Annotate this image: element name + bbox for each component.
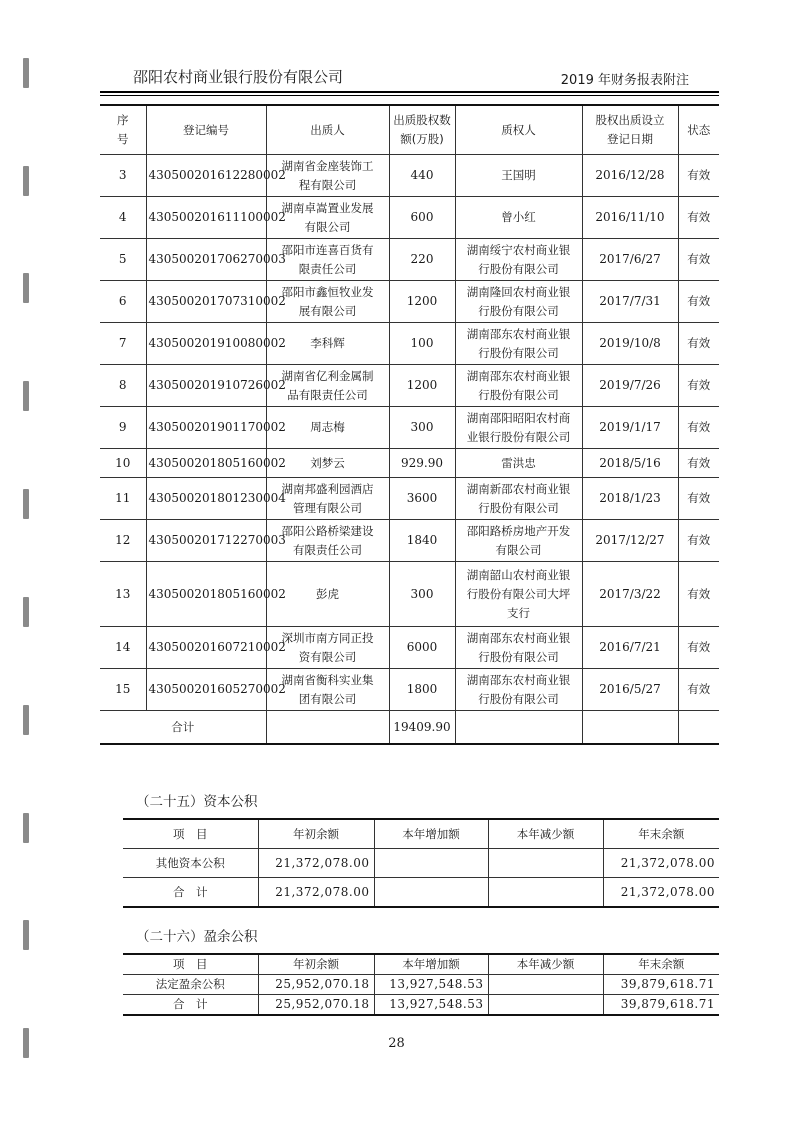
binder-mark [23,166,29,196]
table-row [100,155,719,197]
header-rule [100,91,719,93]
empty-cell [266,711,389,745]
table-row [100,562,719,627]
seq-cell: 13 [100,562,146,627]
binder-mark [23,489,29,519]
status-cell: 有效 [678,155,719,197]
cell-line: 湖南卓嵩置业发展 [281,200,374,215]
column-header: 本年减少额 [488,819,603,849]
pledgee-cell [455,281,582,323]
page-number: 28 [388,1036,405,1051]
cell-line: 刘梦云 [310,455,345,470]
seq-cell: 7 [100,323,146,365]
status-cell: 有效 [678,520,719,562]
shares-cell: 929.90 [389,449,455,478]
date-cell: 2017/3/22 [582,562,678,627]
reg-no-cell: 430500201801230004 [146,478,266,520]
binder-mark [23,381,29,411]
cell-line: 限责任公司 [298,261,357,276]
cell-line: 湖南省亿利金属制 [281,368,374,383]
date-cell: 2016/7/21 [582,627,678,669]
header-rule-thin [100,95,719,96]
date-cell: 2019/1/17 [582,407,678,449]
status-cell: 有效 [678,627,719,669]
reg-no-cell: 430500201707310002 [146,281,266,323]
cell-line: 行股份有限公司 [478,691,559,706]
item-cell: 合 计 [123,995,258,1016]
reg-no-cell: 430500201611100002 [146,197,266,239]
column-header: 项 目 [123,819,258,849]
closing-balance-cell: 21,372,078.00 [603,849,719,878]
increase-cell: 13,927,548.53 [374,995,488,1016]
increase-cell [374,878,488,908]
column-header: 本年增加额 [374,954,488,975]
shares-cell: 1800 [389,669,455,711]
col-shares: 出质股权数 额(万股) [389,105,455,155]
reg-no-cell: 430500201712270003 [146,520,266,562]
cell-line: 展有限公司 [298,303,357,318]
cell-line: 有限公司 [304,219,351,234]
decrease-cell [488,975,603,995]
increase-cell: 13,927,548.53 [374,975,488,995]
cell-line: 行股份有限公司 [478,303,559,318]
opening-balance-cell: 21,372,078.00 [258,849,374,878]
pledgee-cell [455,239,582,281]
column-header: 年末余额 [603,819,719,849]
col-pledgee: 质权人 [455,105,582,155]
item-cell: 合 计 [123,878,258,908]
cell-line: 雷洪忠 [501,455,536,470]
status-cell: 有效 [678,281,719,323]
pledgee-cell [455,407,582,449]
table-row [123,995,719,1016]
shares-cell: 3600 [389,478,455,520]
closing-balance-cell: 39,879,618.71 [603,995,719,1016]
pledgee-cell [455,197,582,239]
cell-line: 湖南邵阳昭阳农村商 [466,410,571,425]
reg-no-cell: 430500201612280002 [146,155,266,197]
closing-balance-cell: 21,372,078.00 [603,878,719,908]
date-cell: 2016/11/10 [582,197,678,239]
cell-line: 行股份有限公司 [478,261,559,276]
reg-no-cell: 430500201805160002 [146,562,266,627]
cell-line: 李科辉 [310,336,345,350]
table-row [100,407,719,449]
cell-line: 行股份有限公司 [478,345,559,360]
col-reg-no: 登记编号 [146,105,266,155]
total-label: 合计 [100,711,266,745]
cell-line: 曾小红 [501,210,536,224]
total-shares: 19409.90 [389,711,455,745]
decrease-cell [488,878,603,908]
capital-reserve-title: （二十五）资本公积 [136,794,258,810]
cell-line: 品有限责任公司 [287,387,368,402]
cell-line: 湖南新邵农村商业银 [466,481,571,496]
column-header: 年初余额 [258,819,374,849]
table-row [100,365,719,407]
closing-balance-cell: 39,879,618.71 [603,975,719,995]
date-cell: 2019/10/8 [582,323,678,365]
surplus-reserve-table [123,953,719,1016]
status-cell: 有效 [678,562,719,627]
cell-line: 有限责任公司 [293,542,362,557]
date-cell: 2018/1/23 [582,478,678,520]
table-row [100,478,719,520]
table-row [123,878,719,908]
table-row [100,520,719,562]
cell-line: 行股份有限公司 [478,387,559,402]
col-seq: 序 号 [100,105,146,155]
cell-line: 业银行股份有限公司 [466,429,571,444]
status-cell: 有效 [678,449,719,478]
date-cell: 2017/12/27 [582,520,678,562]
shares-cell: 300 [389,407,455,449]
shares-cell: 220 [389,239,455,281]
pledgee-cell [455,449,582,478]
opening-balance-cell: 25,952,070.18 [258,995,374,1016]
cell-line: 湖南省衡科实业集 [281,672,374,687]
cell-line: 行股份有限公司大坪 [466,586,571,601]
shares-cell: 440 [389,155,455,197]
seq-cell: 4 [100,197,146,239]
table-row [100,197,719,239]
item-cell: 法定盈余公积 [123,975,258,995]
cell-line: 邵阳公路桥梁建设 [281,523,374,538]
cell-line: 程有限公司 [298,177,357,192]
pledgee-cell [455,478,582,520]
decrease-cell [488,995,603,1016]
table-header-row [123,819,719,849]
col-pledgor: 出质人 [266,105,389,155]
table-row [100,449,719,478]
date-cell: 2019/7/26 [582,365,678,407]
seq-cell: 12 [100,520,146,562]
seq-cell: 3 [100,155,146,197]
table-row [100,239,719,281]
shares-cell: 1840 [389,520,455,562]
increase-cell [374,849,488,878]
cell-line: 湖南邵东农村商业银 [466,326,571,341]
table-row [123,975,719,995]
seq-cell: 8 [100,365,146,407]
seq-cell: 14 [100,627,146,669]
cell-line: 团有限公司 [298,691,357,706]
cell-line: 湖南邦盛利园酒店 [281,481,374,496]
cell-line: 彭虎 [316,586,339,601]
date-cell: 2018/5/16 [582,449,678,478]
binder-mark [23,705,29,735]
reg-no-cell: 430500201910726002 [146,365,266,407]
col-date: 股权出质设立 登记日期 [582,105,678,155]
cell-line: 王国明 [501,168,536,182]
date-cell: 2016/5/27 [582,669,678,711]
empty-cell [582,711,678,745]
reg-no-cell: 430500201805160002 [146,449,266,478]
shares-cell: 300 [389,562,455,627]
reg-no-cell: 430500201607210002 [146,627,266,669]
seq-cell: 6 [100,281,146,323]
shares-cell: 100 [389,323,455,365]
status-cell: 有效 [678,323,719,365]
pledgee-cell [455,155,582,197]
reg-no-cell: 430500201706270003 [146,239,266,281]
seq-cell: 5 [100,239,146,281]
table-row [100,627,719,669]
seq-cell: 9 [100,407,146,449]
pledgee-cell [455,365,582,407]
shares-cell: 1200 [389,281,455,323]
cell-line: 湖南隆回农村商业银 [466,284,571,299]
cell-line: 湖南邵东农村商业银 [466,630,571,645]
shares-cell: 6000 [389,627,455,669]
pledgee-cell [455,323,582,365]
status-cell: 有效 [678,197,719,239]
status-cell: 有效 [678,478,719,520]
cell-line: 周志梅 [310,420,345,434]
cell-line: 湖南绥宁农村商业银 [466,242,571,257]
company-name: 邵阳农村商业银行股份有限公司 [133,68,344,86]
reg-no-cell: 430500201605270002 [146,669,266,711]
column-header: 本年减少额 [488,954,603,975]
table-row [100,669,719,711]
cell-line: 管理有限公司 [293,500,362,515]
capital-reserve-table [123,818,719,908]
decrease-cell [488,849,603,878]
cell-line: 邵阳路桥房地产开发 [466,523,571,538]
cell-line: 行股份有限公司 [478,649,559,664]
report-title: 2019 年财务报表附注 [560,73,689,88]
binder-mark [23,273,29,303]
cell-line: 邵阳市连喜百货有 [281,242,374,257]
status-cell: 有效 [678,407,719,449]
pledgee-cell [455,562,582,627]
cell-line: 行股份有限公司 [478,500,559,515]
status-cell: 有效 [678,669,719,711]
binder-mark [23,597,29,627]
status-cell: 有效 [678,239,719,281]
pledgee-cell [455,627,582,669]
date-cell: 2016/12/28 [582,155,678,197]
table-row [100,281,719,323]
cell-line: 有限公司 [495,542,542,557]
cell-line: 资有限公司 [298,649,357,664]
seq-cell: 15 [100,669,146,711]
cell-line: 湖南邵东农村商业银 [466,368,571,383]
cell-line: 邵阳市鑫恒牧业发 [281,284,374,299]
surplus-reserve-title: （二十六）盈余公积 [136,929,258,945]
reg-no-cell: 430500201910080002 [146,323,266,365]
cell-line: 湖南邵东农村商业银 [466,672,571,687]
empty-cell [678,711,719,745]
table-row [123,849,719,878]
binder-mark [23,58,29,88]
equity-pledge-table [100,104,719,745]
cell-line: 深圳市南方同正投 [281,630,374,645]
column-header: 本年增加额 [374,819,488,849]
binder-mark [23,813,29,843]
seq-cell: 10 [100,449,146,478]
date-cell: 2017/7/31 [582,281,678,323]
column-header: 年初余额 [258,954,374,975]
item-cell: 其他资本公积 [123,849,258,878]
pledgee-cell [455,520,582,562]
opening-balance-cell: 25,952,070.18 [258,975,374,995]
shares-cell: 600 [389,197,455,239]
opening-balance-cell: 21,372,078.00 [258,878,374,908]
shares-cell: 1200 [389,365,455,407]
table-header-row [123,954,719,975]
table-row [100,323,719,365]
empty-cell [455,711,582,745]
date-cell: 2017/6/27 [582,239,678,281]
reg-no-cell: 430500201901170002 [146,407,266,449]
total-row [100,711,719,745]
col-status: 状态 [678,105,719,155]
column-header: 项 目 [123,954,258,975]
cell-line: 支行 [507,605,530,620]
seq-cell: 11 [100,478,146,520]
binder-mark [23,920,29,950]
table-header-row [100,105,719,155]
cell-line: 湖南省金座装饰工 [281,158,374,173]
cell-line: 湖南韶山农村商业银 [466,567,571,582]
status-cell: 有效 [678,365,719,407]
column-header: 年末余额 [603,954,719,975]
pledgee-cell [455,669,582,711]
